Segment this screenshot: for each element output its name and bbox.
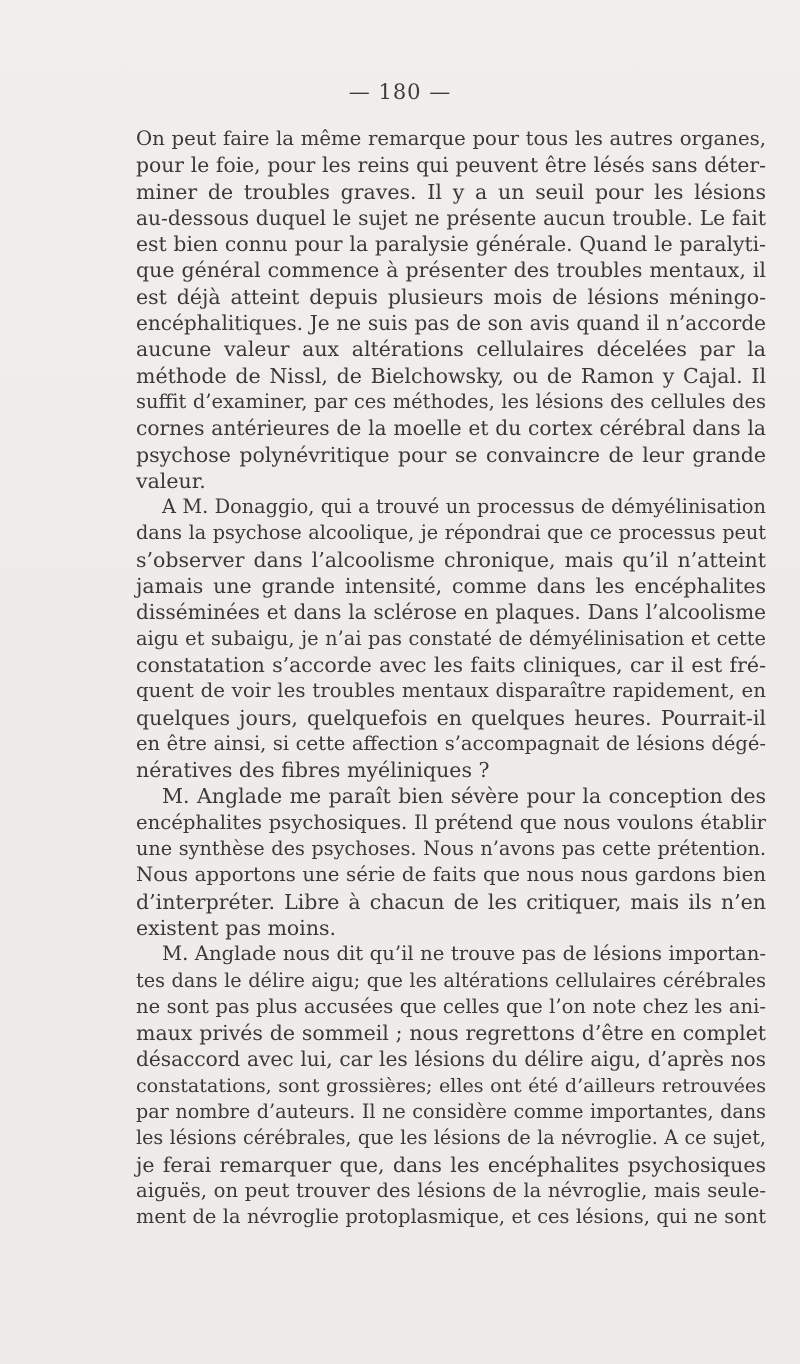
text-line: encéphalites psychosiques. Il prétend que nous voulons établir (136, 810, 766, 834)
text-line: tes dans le délire aigu; que les altérations cellulaires cérébrales (136, 968, 766, 992)
text-line: pour le foie, pour les reins qui peuvent être lésés sans déter- (136, 153, 766, 178)
text-line: M. Anglade nous dit qu’il ne trouve pas de lésions importan- (162, 942, 766, 966)
text-line: quent de voir les troubles mentaux disparaître rapidement, en (136, 679, 766, 703)
text-line: en être ainsi, si cette affection s’accompagnait de lésions dégé- (136, 731, 766, 755)
text-line: M. Anglade me paraît bien sévère pour la conception des (162, 784, 766, 809)
text-line: miner de troubles graves. Il y a un seuil pour les lésions (136, 179, 766, 204)
text-line: aucune valeur aux altérations cellulaires décelées par la (136, 337, 766, 362)
text-line: On peut faire la même remarque pour tous les autres organes, (136, 127, 766, 150)
text-line: dans la psychose alcoolique, je répondrai que ce processus peut (136, 521, 766, 545)
text-line: psychose polynévritique pour se convaincre de leur grande (136, 442, 766, 467)
text-line: cornes antérieures de la moelle et du cortex cérébral dans la (136, 416, 766, 441)
text-line: jamais une grande intensité, comme dans les encéphalites (136, 574, 766, 599)
text-line: Nous apportons une série de faits que nous nous gardons bien (136, 863, 766, 887)
text-line: que général commence à présenter des troubles mentaux, il (136, 258, 766, 283)
text-line: quelques jours, quelquefois en quelques heures. Pourrait-il (136, 705, 766, 730)
text-line: aiguës, on peut trouver des lésions de la névroglie, mais seule- (136, 1178, 766, 1202)
text-line: existent pas moins. (136, 915, 337, 940)
text-line: aigu et subaigu, je n’ai pas constaté de démyélinisation et cette (136, 626, 766, 650)
text-line: méthode de Nissl, de Bielchowsky, ou de Ramon y Cajal. Il (136, 363, 766, 388)
text-line: s’observer dans l’alcoolisme chronique, mais qu’il n’atteint (136, 547, 766, 572)
text-line: au-dessous duquel le sujet ne présente aucun trouble. Le fait (136, 205, 766, 230)
text-line: ne sont pas plus accusées que celles que l’on note chez les ani- (136, 994, 766, 1018)
text-line: constatations, sont grossières; elles ont été d’ailleurs retrouvées (136, 1073, 766, 1097)
text-line: une synthèse des psychoses. Nous n’avons pas cette prétention. (136, 837, 766, 861)
text-line: d’interpréter. Libre à chacun de les critiquer, mais ils n’en (136, 889, 766, 914)
text-line: constatation s’accorde avec les faits cliniques, car il est fré- (136, 652, 766, 677)
text-line: maux privés de sommeil ; nous regrettons d’être en complet (136, 1021, 766, 1046)
text-line: est déjà atteint depuis plusieurs mois de lésions méningo- (136, 284, 766, 309)
text-line: ment de la névroglie protoplasmique, et ces lésions, qui ne sont (136, 1205, 766, 1229)
text-line: encéphalitiques. Je ne suis pas de son avis quand il n’accorde (136, 311, 766, 336)
text-line: les lésions cérébrales, que les lésions de la névroglie. A ce sujet, (136, 1126, 766, 1150)
text-line: disséminées et dans la sclérose en plaques. Dans l’alcoolisme (136, 600, 766, 625)
page-number: — 180 — (348, 80, 452, 104)
text-line: valeur. (136, 468, 206, 493)
text-line: est bien connu pour la paralysie générale. Quand le paralyti- (136, 232, 766, 257)
text-line: A M. Donaggio, qui a trouvé un processus de démyélinisation (162, 495, 766, 519)
text-line: désaccord avec lui, car les lésions du délire aigu, d’après nos (136, 1047, 766, 1072)
text-line: je ferai remarquer que, dans les encéphalites psychosiques (136, 1152, 766, 1177)
text-line: nératives des fibres myéliniques ? (136, 758, 490, 783)
text-line: par nombre d’auteurs. Il ne considère comme importantes, dans (136, 1099, 766, 1123)
body-text (136, 126, 766, 1230)
text-line: suffit d’examiner, par ces méthodes, les lésions des cellules des (136, 389, 766, 413)
